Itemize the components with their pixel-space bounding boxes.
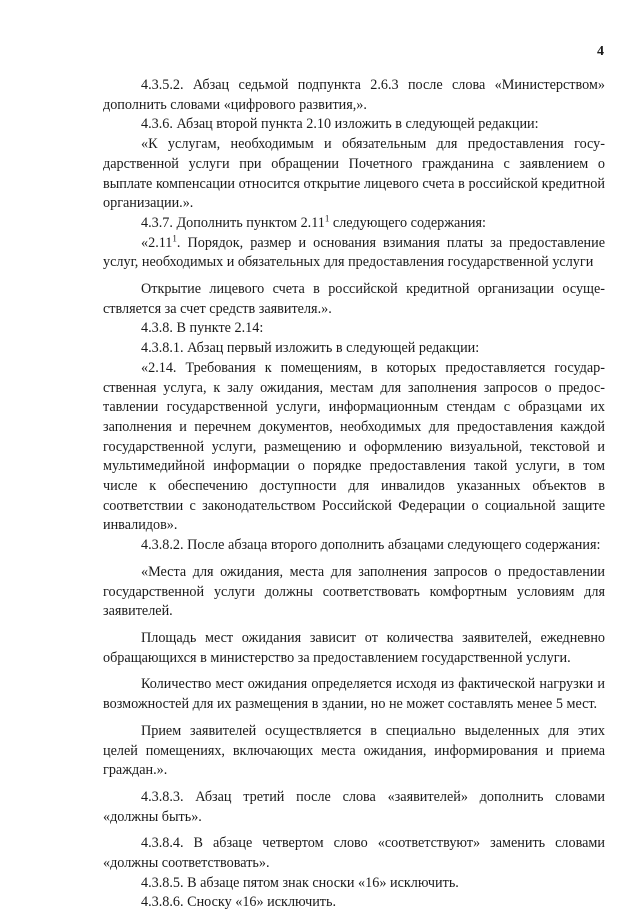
paragraph: 4.3.8.4. В абзаце четвертом слово «соответствуют» заменить словами «должны соответствовать». bbox=[103, 835, 605, 872]
paragraph: Количество мест ожидания определяется исходя из фактической нагрузки и возможностей для их размещения в здании, но не может составлять менее 5 мест. bbox=[103, 676, 605, 713]
paragraph: 4.3.8.5. В абзаце пятом знак сноски «16» исключить. bbox=[141, 874, 459, 891]
paragraph: 4.3.8.2. После абзаца второго дополнить абзацами следующего содержания: bbox=[141, 537, 601, 554]
paragraph: «2.14. Требования к помещениям, в которых предоставляется государственная услуга, к залу ожидания, местам для заполнения запросов о предоставлении государственной услуги, информационным стендам с образцами их заполнения и перечнем документов, необходимых для предоставления каждой государственной услуги, размещению и оформлению визуальной, текстовой и мультимедийной информации о порядке предоставления такой услуги, в том числе к обеспечению доступности для инвалидов указанных объектов в соответствии с законодательством Российской Федерации о социальной защите инвалидов». bbox=[103, 359, 605, 534]
paragraph: 4.3.5.2. Абзац седьмой подпункта 2.6.3 после слова «Министерством» дополнить словами «цифрового развития,». bbox=[103, 77, 605, 113]
paragraph bbox=[103, 234, 605, 273]
paragraph: «К услугам, необходимым и обязательным для предоставления государственной услуги при обращении Почетного гражданина с заявлением о выплате компенсации относится открытие лицевого счета в российской кредитной организации.». bbox=[103, 136, 605, 212]
paragraph: 4.3.8.3. Абзац третий после слова «заявителей» дополнить словами «должны быть». bbox=[103, 788, 605, 825]
paragraph-text: . Порядок, размер и основания взимания платы за предоставление услуг, необходимых и обязательных для предоставления государственной услуги bbox=[103, 234, 605, 271]
paragraph: «Места для ожидания, места для заполнения запросов о предоставлении государственной услуги должны соответствовать комфортным условиям для заявителей. bbox=[103, 563, 605, 620]
paragraph-text: «2.11 bbox=[141, 234, 173, 251]
paragraph-text: 4.3.7. Дополнить пунктом 2.11 bbox=[141, 214, 325, 231]
paragraph: Площадь мест ожидания зависит от количества заявителей, ежедневно обращающихся в министерство за предоставлением государственной услуги. bbox=[103, 629, 605, 666]
paragraph: 4.3.8. В пункте 2.14: bbox=[141, 320, 264, 337]
paragraph bbox=[103, 214, 605, 234]
paragraph: Прием заявителей осуществляется в специально выделенных для этих целей помещениях, включающих места ожидания, информирования и приема граждан.». bbox=[103, 722, 605, 779]
paragraph-text: следующего содержания: bbox=[329, 214, 486, 231]
page-number: 4 bbox=[597, 44, 604, 59]
paragraph: 4.3.8.6. Сноску «16» исключить. bbox=[141, 894, 337, 911]
footnote-superscript: 1 bbox=[172, 232, 177, 243]
paragraph: Открытие лицевого счета в российской кредитной организации осуществляется за счет средств заявителя.». bbox=[103, 281, 605, 317]
document-body bbox=[103, 76, 605, 913]
paragraph: 4.3.8.1. Абзац первый изложить в следующей редакции: bbox=[141, 340, 480, 357]
paragraph: 4.3.6. Абзац второй пункта 2.10 изложить в следующей редакции: bbox=[141, 116, 539, 133]
footnote-superscript: 1 bbox=[324, 213, 330, 224]
